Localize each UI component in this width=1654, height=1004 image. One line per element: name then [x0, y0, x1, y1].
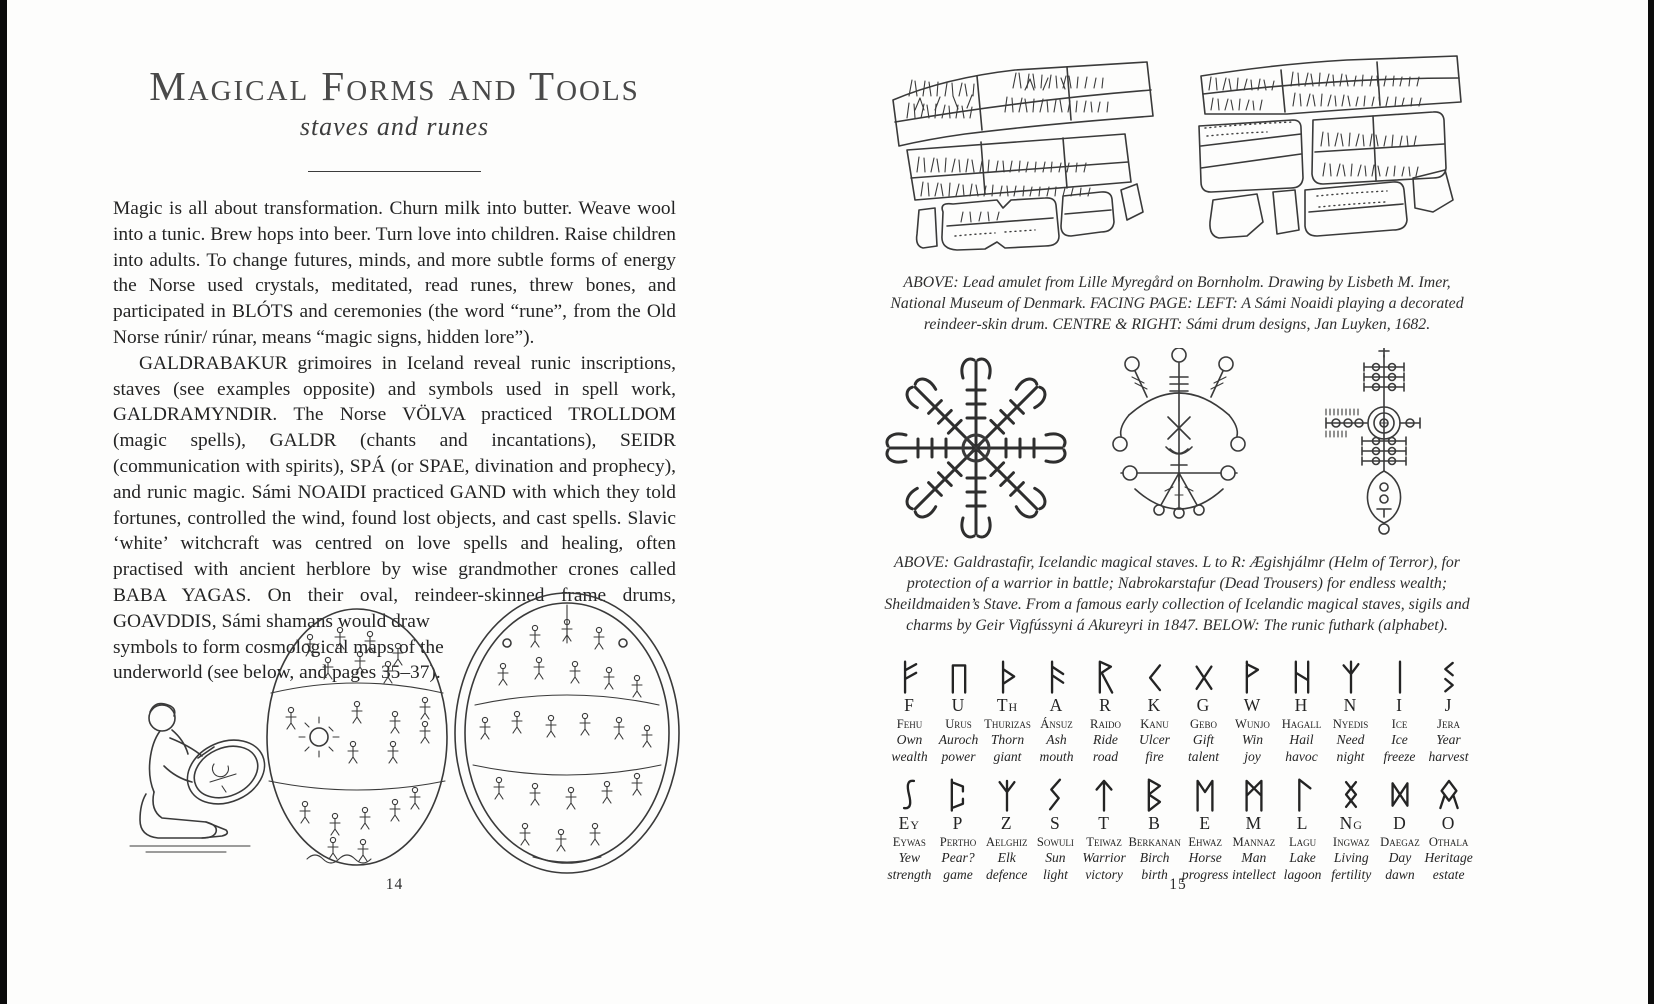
drum-design-small [267, 609, 447, 865]
kneeling-shaman-figure [130, 704, 275, 852]
chapter-subtitle: staves and runes [299, 112, 490, 141]
rune-meaning: Auroch [938, 732, 979, 747]
rune-wunjo-icon [1240, 658, 1266, 695]
galdrastafir-illustration [879, 348, 1474, 548]
futhark-row-1 [885, 658, 1473, 765]
futhark-col-kanu [1130, 658, 1179, 765]
paragraph-1: Magic is all about transformation. Churn milk into butter. Weave wool into a tunic. Brew hops into beer. Turn love into children. Raise children into adults. To change futures, minds, and more subtle forms of energy the Norse used crystals, meditated, read runes, threw bones, and participated in BLÓTS and ceremonies (the word “rune”, from the Old Norse rúnir/ rúnar, means “magic signs, hidden lore”). [113, 198, 676, 348]
rune-name: Pertho [939, 835, 977, 849]
rune-eywas-icon [896, 776, 922, 813]
rune-ice-icon [1387, 658, 1413, 695]
rune-letter: P [952, 813, 964, 833]
rune-ingwaz-icon [1338, 776, 1364, 813]
rune-name: Eywas [892, 835, 926, 849]
rune-gebo-icon [1191, 658, 1217, 695]
rune-meaning: intellect [1231, 866, 1276, 882]
rune-meaning: lagoon [1283, 866, 1322, 882]
rune-letter: Th [996, 695, 1019, 715]
rune-pertho-icon [945, 776, 971, 813]
rune-meaning: Warrior [1082, 850, 1126, 865]
drum-design-large [455, 593, 679, 873]
rune-hagall-icon [1289, 658, 1315, 695]
rune-meaning: dawn [1385, 866, 1415, 882]
futhark-col-lagu [1278, 776, 1327, 883]
rune-letter: B [1148, 813, 1161, 833]
rune-name: Daegaz [1380, 835, 1420, 849]
rune-meaning: road [1092, 748, 1119, 764]
sami-drums-illustration [95, 585, 705, 890]
futhark-col-ingwaz [1327, 776, 1376, 883]
futhark-col-ehwaz [1181, 776, 1230, 883]
rune-letter: O [1441, 813, 1456, 833]
rune-meaning: Hail [1289, 732, 1314, 747]
right-page [827, 0, 1654, 1004]
rune-name: Thurizas [984, 717, 1031, 731]
rune-meaning: Year [1436, 732, 1461, 747]
rune-meaning: Win [1241, 732, 1264, 747]
amulet-fragment-left [893, 62, 1153, 250]
rune-meaning: freeze [1383, 748, 1416, 764]
rune-daegaz-icon [1387, 776, 1413, 813]
rune-meaning: fire [1145, 748, 1164, 764]
rune-raido-icon [1093, 658, 1119, 695]
rune-letter: K [1147, 695, 1162, 715]
rune-meaning: strength [887, 866, 932, 882]
rune-name: Berkanan [1128, 835, 1181, 849]
rune-meaning: havoc [1285, 748, 1318, 764]
futhark-col-urus [934, 658, 983, 765]
futhark-col-nyedis [1326, 658, 1375, 765]
futhark-col-othala [1424, 776, 1473, 883]
rune-meaning: Living [1333, 850, 1369, 865]
rune-name: Othala [1428, 835, 1469, 849]
nabrokarstafur-stave [1113, 348, 1245, 518]
rune-jera-icon [1436, 658, 1462, 695]
rune-meaning: Ride [1093, 732, 1118, 747]
futhark-col-jera [1424, 658, 1473, 765]
rune-letter: Z [1000, 813, 1013, 833]
rune-meaning: Elk [997, 850, 1016, 865]
futhark-col-aelghiz [982, 776, 1031, 883]
rune-meaning: joy [1244, 748, 1261, 764]
title-divider [308, 171, 481, 172]
rune-sowuli-icon [1042, 776, 1068, 813]
rune-teiwaz-icon [1091, 776, 1117, 813]
rune-name: Gebo [1189, 717, 1218, 731]
rune-name: Hagall [1281, 717, 1322, 731]
rune-meaning: estate [1432, 866, 1465, 882]
rune-meaning: Man [1241, 850, 1267, 865]
lead-amulet-illustration [877, 50, 1477, 268]
chapter-title: Magical Forms and Tools [149, 63, 640, 109]
futhark-col-pertho [934, 776, 983, 883]
rune-meaning: Need [1336, 732, 1365, 747]
futhark-col-gebo [1179, 658, 1228, 765]
rune-letter: H [1294, 695, 1309, 715]
futhark-row-2 [885, 776, 1473, 883]
rune-meaning: victory [1085, 866, 1123, 882]
rune-meaning: night [1336, 748, 1365, 764]
rune-nyedis-icon [1338, 658, 1364, 695]
rune-letter: J [1444, 695, 1453, 715]
rune-meaning: Own [896, 732, 923, 747]
rune-letter: Ey [898, 813, 921, 833]
rune-meaning: Heritage [1424, 850, 1473, 865]
futhark-col-berkanan [1128, 776, 1180, 883]
staves-caption: ABOVE: Galdrastafir, Icelandic magical staves. L to R: Ægishjálmr (Helm of Terror), for protection of a warrior in battle; Nabrokarstafur (Dead Trousers) for endless wealth; Sheildmaiden’s Stave. From a famous early collection of Icelandic magical staves, sigils and charms by Geir Vigfússyni á Akureyri in 1847. BELOW: The runic futhark (alphabet). [884, 554, 1470, 634]
rune-meaning: Birch [1139, 850, 1170, 865]
rune-meaning: Pear? [941, 850, 975, 865]
rune-letter: N [1343, 695, 1358, 715]
futhark-col-ansuz [1032, 658, 1081, 765]
page-number-right: 15 [1169, 876, 1187, 893]
futhark-col-thurizas [983, 658, 1032, 765]
rune-berkanan-icon [1142, 776, 1168, 813]
rune-meaning: Horse [1188, 850, 1222, 865]
rune-letter: E [1199, 813, 1212, 833]
rune-meaning: wealth [891, 748, 928, 764]
rune-name: Fehu [896, 717, 923, 731]
futhark-col-daegaz [1376, 776, 1425, 883]
rune-meaning: Yew [898, 850, 921, 865]
amulet-fragment-right [1199, 56, 1461, 238]
rune-letter: G [1196, 695, 1211, 715]
rune-name: Lagu [1288, 835, 1317, 849]
rune-ehwaz-icon [1192, 776, 1218, 813]
rune-letter: U [951, 695, 966, 715]
rune-letter: M [1245, 813, 1263, 833]
rune-lagu-icon [1290, 776, 1316, 813]
rune-meaning: giant [993, 748, 1022, 764]
rune-meaning: defence [985, 866, 1028, 882]
page-number-left: 14 [385, 876, 404, 893]
rune-mannaz-icon [1241, 776, 1267, 813]
futhark-col-ice [1375, 658, 1424, 765]
rune-meaning: Ulcer [1139, 732, 1170, 747]
rune-letter: D [1393, 813, 1407, 833]
rune-name: Urus [945, 717, 972, 731]
futhark-col-mannaz [1230, 776, 1279, 883]
amulet-caption: ABOVE: Lead amulet from Lille Myregård on Bornholm. Drawing by Lisbeth M. Imer, National Museum of Denmark. FACING PAGE: LEFT: A Sámi Noaidi playing a decorated reindeer-skin drum. CENTRE & RIGHT: Sámi drum designs, Jan Luyken, 1682. [890, 274, 1464, 333]
rune-name: Ingwaz [1332, 835, 1370, 849]
rune-meaning: harvest [1428, 748, 1469, 764]
rune-name: Nyedis [1332, 717, 1369, 731]
rune-letter: L [1296, 813, 1309, 833]
rune-meaning: fertility [1331, 866, 1372, 882]
futhark-col-hagall [1277, 658, 1326, 765]
rune-meaning: game [943, 866, 973, 882]
futhark-col-sowuli [1031, 776, 1080, 883]
rune-thurizas-icon [995, 658, 1021, 695]
rune-meaning: Gift [1192, 732, 1215, 747]
rune-name: Ice [1391, 717, 1408, 731]
rune-meaning: Ash [1046, 732, 1067, 747]
rune-meaning: light [1042, 866, 1068, 882]
rune-letter: Ng [1339, 813, 1363, 833]
rune-name: Mannaz [1232, 835, 1276, 849]
rune-name: Kanu [1140, 717, 1169, 731]
rune-meaning: Lake [1289, 850, 1316, 865]
rune-name: Ánsuz [1040, 717, 1073, 731]
rune-meaning: talent [1188, 748, 1219, 764]
rune-name: Sowuli [1036, 835, 1074, 849]
rune-fehu-icon [897, 658, 923, 695]
futhark-col-teiwaz [1080, 776, 1129, 883]
rune-meaning: mouth [1039, 748, 1074, 764]
rune-aelghiz-icon [994, 776, 1020, 813]
rune-letter: F [904, 695, 915, 715]
futhark-col-wunjo [1228, 658, 1277, 765]
rune-meaning: Ice [1391, 732, 1408, 747]
rune-letter: T [1098, 813, 1110, 833]
rune-name: Raido [1090, 717, 1121, 731]
sheildmaiden-stave [1326, 348, 1420, 534]
rune-meaning: Thorn [990, 732, 1025, 747]
rune-letter: A [1049, 695, 1064, 715]
rune-name: Ehwaz [1188, 835, 1223, 849]
futhark-col-fehu [885, 658, 934, 765]
rune-name: Teiwaz [1086, 835, 1122, 849]
rune-name: Aelghiz [985, 835, 1028, 849]
rune-name: Jera [1437, 717, 1460, 731]
rune-meaning: Day [1388, 850, 1412, 865]
rune-urus-icon [946, 658, 972, 695]
rune-meaning: power [941, 748, 976, 764]
futhark-col-raido [1081, 658, 1130, 765]
rune-meaning: birth [1141, 866, 1168, 882]
rune-kanu-icon [1142, 658, 1168, 695]
rune-othala-icon [1436, 776, 1462, 813]
rune-letter: I [1396, 695, 1403, 715]
rune-meaning: progress [1181, 866, 1229, 882]
rune-letter: W [1243, 695, 1262, 715]
futhark-col-eywas [885, 776, 934, 883]
rune-letter: R [1099, 695, 1112, 715]
aegishjalmr-stave [887, 359, 1065, 537]
rune-name: Wunjo [1235, 717, 1270, 731]
rune-ansuz-icon [1044, 658, 1070, 695]
paragraph-2-wrap: symbols to form cosmological maps of the underworld (see below, and pages 35–37). [113, 636, 444, 684]
rune-meaning: Sun [1045, 850, 1066, 865]
paragraph-2: GALDRABAKUR grimoires in Iceland reveal runic inscriptions, staves (see examples opposite) and symbols used in spell work, GALDRAMYNDIR. The Norse VÖLVA practiced TROLLDOM (magic spells), GALDR (chants and incantations), SEIDR (communication with spirits), SPÁ (or SPAE, divination and prophecy), and runic magic. Sámi NOAIDI practiced GAND with which they told fortunes, controlled the wind, found lost objects, and cast spells. Slavic ‘white’ witchcraft was centred on love spells and healing, often practised with ancient herblore by wise grandmother crones called BABA YAGAS. On their oval, reindeer-skinned frame drums, GOAVDDIS, Sámi shamans would draw [113, 352, 676, 632]
rune-letter: S [1050, 813, 1061, 833]
